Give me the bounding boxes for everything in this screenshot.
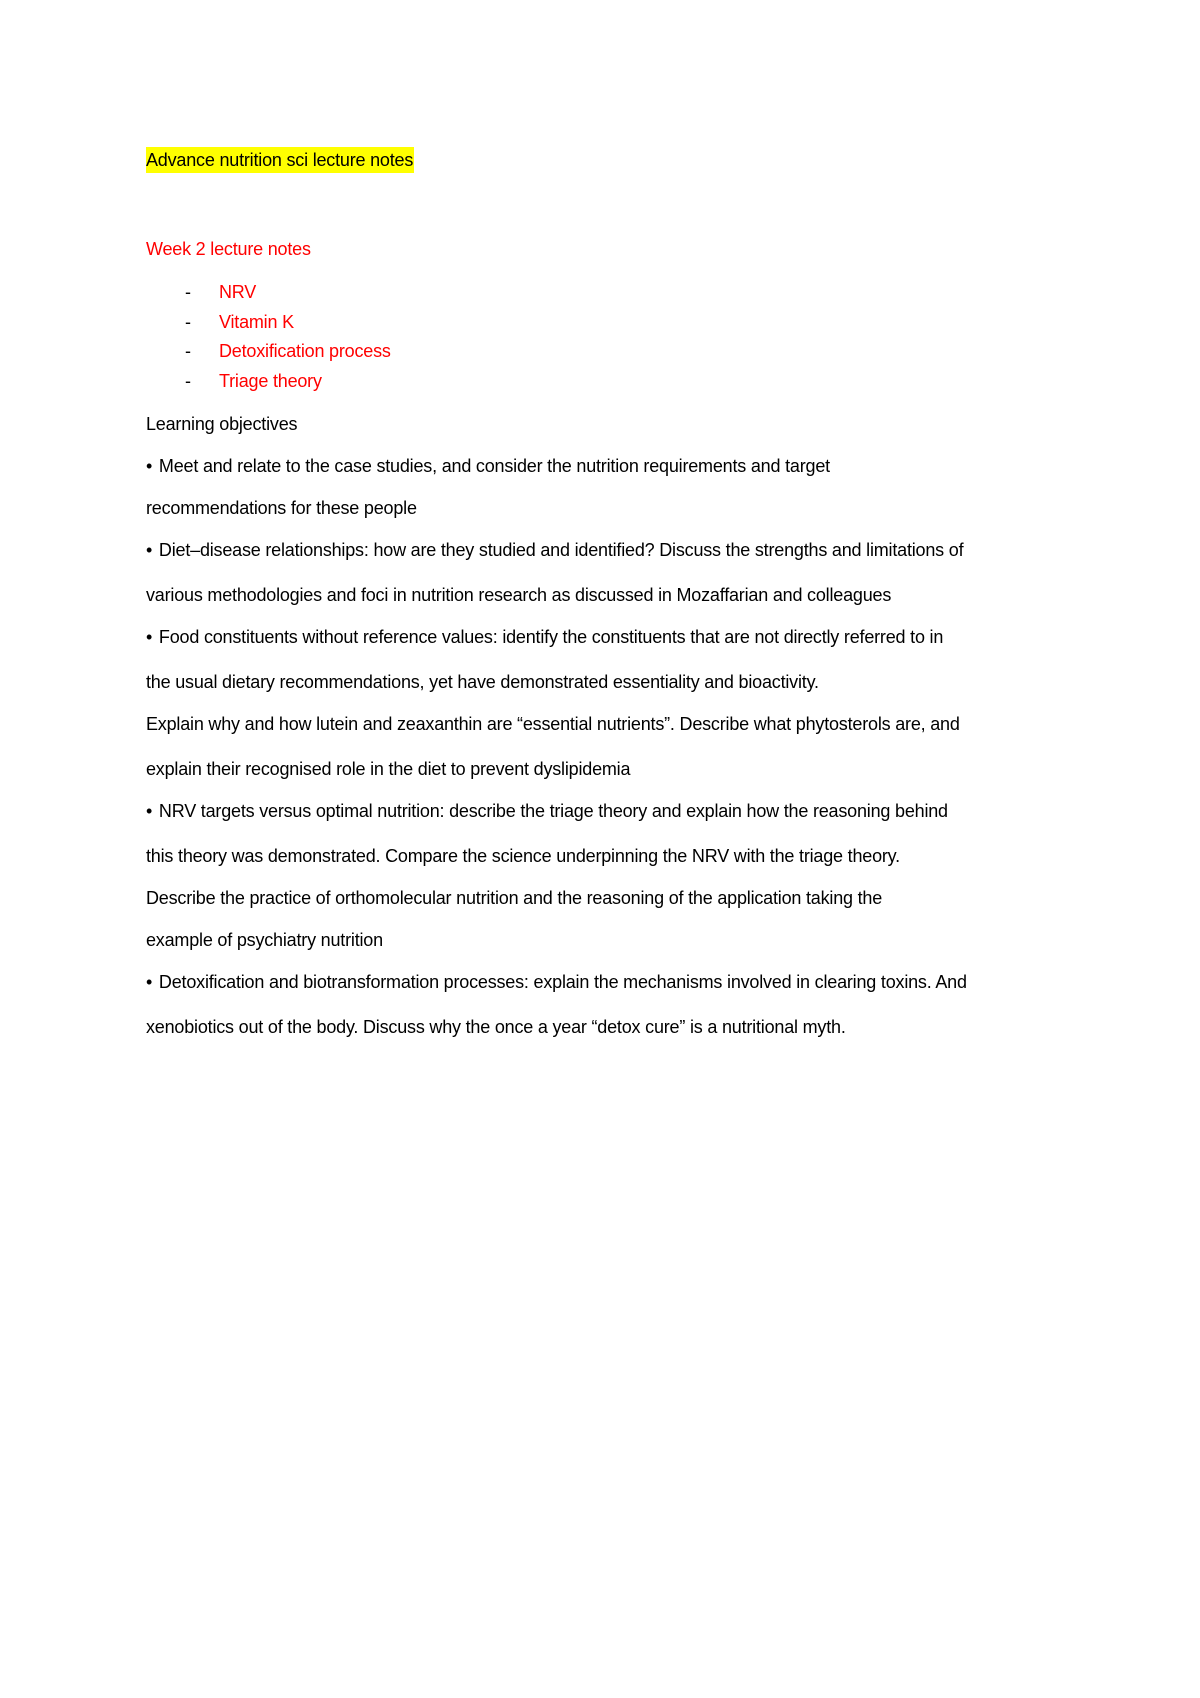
paragraph-text: NRV targets versus optimal nutrition: describe the triage theory and explain how the reasoning behind [158,800,948,821]
week-heading: Week 2 lecture notes [146,239,311,259]
topic-item [146,367,1066,397]
topic-list [146,278,1066,397]
objective-paragraph [146,710,1066,739]
paragraph-text: example of psychiatry nutrition [146,929,383,950]
topic-label: NRV [219,282,257,302]
paragraph-text: the usual dietary recommendations, yet have demonstrated essentiality and bioactivity. [146,671,819,692]
bullet-glyph: • [146,800,153,821]
objective-paragraph [146,755,1066,784]
objective-paragraph [146,884,1066,913]
bullet-glyph: • [146,539,153,560]
document-title-line [146,146,1066,175]
paragraph-text: explain their recognised role in the diet to prevent dyslipidemia [146,758,631,779]
objective-paragraph [146,968,1066,997]
paragraph-text: Food constituents without reference values: identify the constituents that are not directly referred to in [158,626,944,647]
bullet-glyph: • [146,455,153,476]
objective-paragraph [146,797,1066,826]
bullet-glyph: • [146,971,153,992]
section-heading: Learning objectives [146,413,298,434]
objective-paragraph [146,926,1066,955]
topic-label: Vitamin K [219,311,294,332]
paragraph-text: recommendations for these people [146,497,417,518]
dash-marker: - [185,371,191,392]
paragraph-text: xenobiotics out of the body. Discuss why the once a year “detox cure” is a nutritional myth. [146,1016,846,1037]
topic-label: Detoxification process [219,341,391,362]
objective-paragraph [146,536,1066,565]
dash-marker: - [185,282,191,302]
dash-marker: - [185,311,191,332]
objective-paragraph [146,494,1066,523]
dash-marker: - [185,341,191,362]
document-body [146,146,1066,1055]
objective-paragraph [146,623,1066,652]
paragraph-text: Describe the practice of orthomolecular nutrition and the reasoning of the application taking the [146,887,883,908]
paragraph-text: Diet–disease relationships: how are they studied and identified? Discuss the strengths and limitations of [158,539,964,560]
objective-paragraph [146,452,1066,481]
topic-label: Triage theory [219,371,322,392]
topic-item [146,308,1066,338]
paragraph-text: various methodologies and foci in nutrition research as discussed in Mozaffarian and colleagues [146,584,892,605]
paragraph-text: Explain why and how lutein and zeaxanthin are “essential nutrients”. Describe what phytosterols are, and [146,713,960,734]
paragraph-text: Meet and relate to the case studies, and consider the nutrition requirements and target [158,455,830,476]
document-title: Advance nutrition sci lecture notes [146,147,414,173]
objective-paragraph [146,1013,1066,1042]
objective-paragraph [146,668,1066,697]
paragraph-text: this theory was demonstrated. Compare the science underpinning the NRV with the triage theory. [146,845,900,866]
objective-paragraph [146,581,1066,610]
bullet-glyph: • [146,626,153,647]
topic-item [146,278,1066,308]
paragraph-text: Detoxification and biotransformation processes: explain the mechanisms involved in clearing toxins. And [158,971,967,992]
objective-paragraph [146,842,1066,871]
topic-item [146,337,1066,367]
